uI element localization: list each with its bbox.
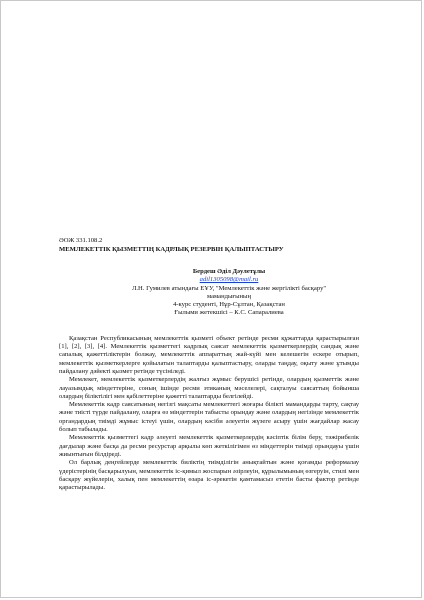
paragraph-4: Мемлекеттік қызметтегі кадр әлеуеті мемлекеттік қызметкерлердің кәсіптік білім беру, тәжірибелік дағдылар және басқа да ресми ресурстар арқылы көп жеткілігімен өз міндеттерін тиімді орындауы үшін жиынтығын білдіреді.: [59, 434, 359, 458]
author-affiliation-2: мамандығының: [206, 292, 252, 300]
author-block: [59, 268, 359, 318]
paragraph-5: Ол барлық деңгейлерде мемлекеттік биліктің тиімділігін анықтайтын және қоғамды реформалау үдерістерінің басқарылуын, мемлекеттік іс-қимыл жоспарын әзірлеуін, құрылымының өзгеруін, стилі мен басқару жүйелерін, халық пен мемлекеттің өзара іс-әрекетін қамтамасыз ететін басты фактор ретінде қарастырылады.: [59, 459, 359, 492]
author-affiliation-1: Л.Н. Гумилев атындағы ЕҰУ, "Мемлекеттік және жергілікті басқару": [131, 284, 327, 292]
udk-code: ӘОЖ 331.108.2: [59, 237, 103, 244]
author-affiliation-3: 4-курс студенті, Нұр-Сұлтан, Қазақстан: [173, 301, 285, 309]
article-title: МЕМЛЕКЕТТІК ҚЫЗМЕТТІҢ КАДРЛЫҚ РЕЗЕРВІН ҚАЛЫПТАСТЫРУ: [59, 246, 284, 253]
author-name: Бердеш Әділ Дәулетұлы: [192, 268, 266, 275]
paragraph-3: Мемлекеттік кадр саясатының негізгі мақсаты мемлекеттегі жоғары білікті мамандарды тарту, сақтау және тиісті түрде пайдалану, оларға өз міндеттерін табысты орындау және олардың негізінде мемлекеттік органдардың тиімді жұмыс істеуі үшін, олардың кәсіби әлеуетін жүзеге асыру үшін жағдайлар жасау болып табылады.: [59, 401, 359, 434]
paragraph-2: Мемлекет, мемлекеттік қызметкерлердің жалғыз жұмыс берушісі ретінде, олардың қызметтік және лауазымдық міндеттеріне, соның ішінде ресми этиканың мәселелері, сақталуы саясаттың бойынша олардың біліктілігі мен қабілеттеріне қажетті талаптарды белгілейді.: [59, 376, 359, 400]
author-email-link[interactable]: adil1305098@mail.ru: [199, 276, 259, 284]
article-body: [59, 335, 359, 493]
article-content: [59, 237, 359, 492]
supervisor-line: Ғылыми жетекшісі – К.С. Сапаралиева: [174, 309, 284, 317]
paragraph-1: Қазақстан Республикасының мемлекеттік қызметі объект ретінде ресми құжаттарда қарастырылған [1], [2], [3], [4]. Мемлекеттік қызметтегі кадрлық саясат мемлекеттік қызметкерлердің сандық және сапалық қажеттіліктерін болжау, мемлекеттік аппараттың жай-күйі мен келешегін ескере отырып, мемлекеттік қызметкерлерге қойылатын талаптарды қалыптастыру, оларды таңдау, оқыту және ұтымды пайдалану дәйекті қызмет ретінде түсініледі.: [59, 334, 359, 375]
